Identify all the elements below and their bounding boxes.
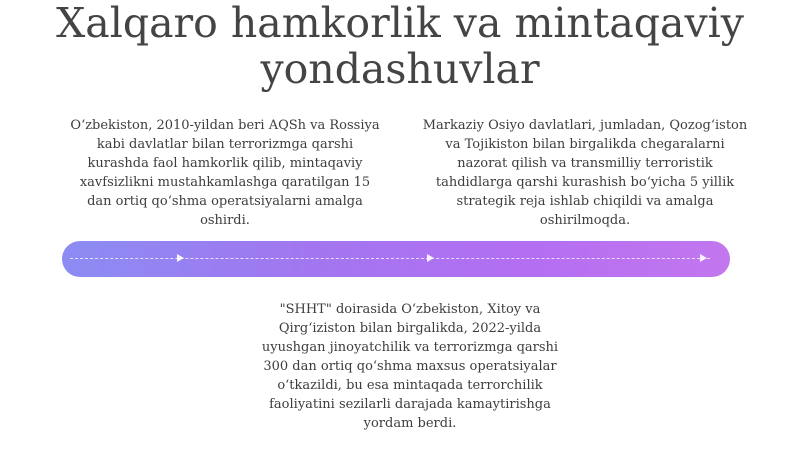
text-block-right: Markaziy Osiyo davlatlari, jumladan, Qozog‘iston va Tojikiston bilan birgalikda chegaralarni nazorat qilish va transmilliy terroristik tahdidlarga qarshi kurashish bo‘yicha 5 yillik strategik reja ishlab chiqildi va amalga oshirilmoqda. <box>422 118 748 228</box>
page-title: Xalqaro hamkorlik va mintaqaviy yondashuvlar <box>56 0 744 93</box>
text-block-bottom: "SHHT" doirasida O‘zbekiston, Xitoy va Qirg‘iziston bilan birgalikda, 2022-yilda uyushgan jinoyatchilik va terrorizmga qarshi 300 dan ortiq qo‘shma maxsus operatsiyalar o‘tkazildi, bu esa mintaqada terrorchilik faoliyatini sezilarli darajada kamaytirishga yordam berdi. <box>261 302 559 431</box>
arrow-right-icon <box>427 254 434 262</box>
text-block-left: O‘zbekiston, 2010-yildan beri AQSh va Rossiya kabi davlatlar bilan terrorizmga qarshi kurashda faol hamkorlik qilib, mintaqaviy xavfsizlikni mustahkamlashga qaratilgan 15 dan ortiq qo‘shma operatsiyalarni amalga oshirdi. <box>70 118 380 228</box>
arrow-right-icon <box>177 254 184 262</box>
timeline-bar <box>62 241 730 277</box>
arrow-right-icon <box>700 254 707 262</box>
timeline-dashed-line <box>70 258 710 259</box>
